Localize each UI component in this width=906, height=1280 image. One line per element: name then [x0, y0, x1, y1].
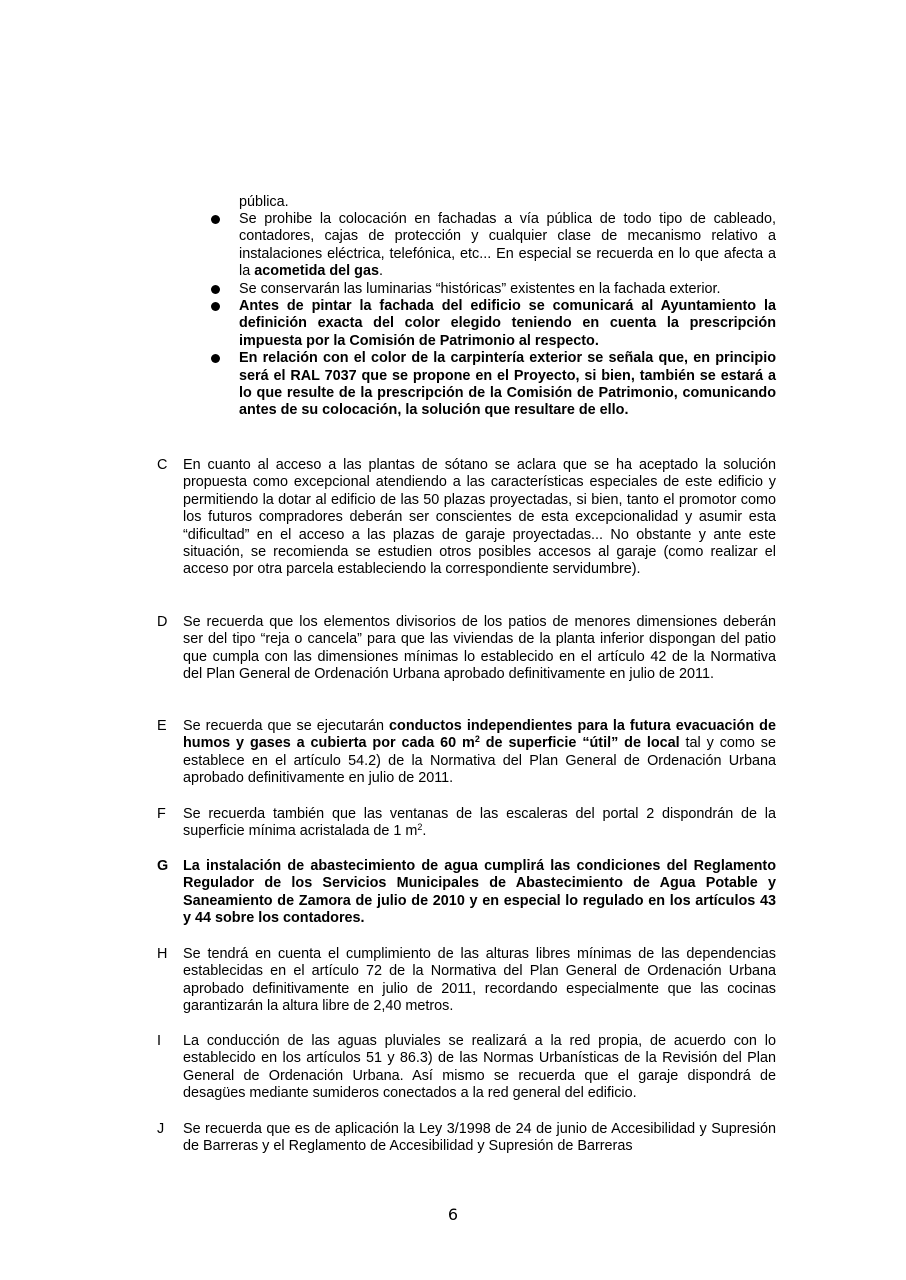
bullet-list: [206, 211, 776, 420]
clause-letter: G: [157, 858, 169, 874]
clause-letter: E: [157, 718, 167, 734]
clause-letter: C: [157, 457, 168, 473]
clause-g: [157, 858, 776, 928]
clause-j: [157, 1121, 776, 1156]
page-number: 6: [447, 1205, 459, 1224]
clause-d: [157, 614, 776, 684]
clause-text: Se recuerda que se ejecutarán conductos independientes para la futura evacuación de humos y gases a cubierta por cada 60 $m^2$ de superficie “útil” de local tal y como se establece en el artículo 54.2) de la Normativa del Plan General de Ordenación Urbana aprobado definitivamente en julio de 2011.: [183, 718, 776, 787]
clause-text: En cuanto al acceso a las plantas de sótano se aclara que se ha aceptado la solución propuesta como excepcional atendiendo a las características especiales de este edificio y permitiendo la dotar al edificio de las 50 plazas proyectadas, si bien, tanto el promotor como los futuros compradores deberán ser conscientes de esta excepcionalidad y asumir esta “dificultad” en el acceso a las plazas de garaje proyectadas... No obstante y ante este situación, se recomienda se estudien otros posibles accesos al garaje (como realizar el acceso por otra parcela estableciendo la correspondiente servidumbre).: [183, 457, 776, 578]
clause-letter: F: [157, 806, 166, 822]
clause-text: Se tendrá en cuenta el cumplimiento de las alturas libres mínimas de las dependencias establecidas en el artículo 72 de la Normativa del Plan General de Ordenación Urbana aprobado definitivamente en julio de 2011, recordando especialmente que las cocinas garantizarán la altura libre de 2,40 metros.: [183, 946, 776, 1015]
clause-text: La instalación de abastecimiento de agua cumplirá las condiciones del Reglamento Regulador de los Servicios Municipales de Abastecimiento de Agua Potable y Saneamiento de Zamora de julio de 2010 y en especial lo regulado en los artículos 43 y 44 sobre los contadores.: [183, 858, 776, 927]
clause-text: Se recuerda que es de aplicación la Ley 3/1998 de 24 de junio de Accesibilidad y Supresión de Barreras y el Reglamento de Accesibilidad y Supresión de Barreras: [183, 1121, 776, 1155]
clause-letter: H: [157, 946, 168, 962]
clause-e: [157, 718, 776, 788]
clause-h: [157, 946, 776, 1016]
bullet-icon: [211, 285, 220, 294]
list-item: Se prohibe la colocación en fachadas a vía pública de todo tipo de cableado, contadores, cajas de protección y cualquier clase de mecanismo relativo a instalaciones eléctrica, telefónica, etc... En especial se recuerda en lo que afecta a la acometida del gas.: [206, 211, 776, 281]
bullet-icon: [211, 354, 220, 363]
continuation-text: pública.: [239, 194, 289, 210]
clause-letter: I: [157, 1033, 161, 1049]
clause-f: [157, 806, 776, 841]
clause-letter: J: [157, 1121, 165, 1137]
bullet-icon: [211, 302, 220, 311]
clause-text: La conducción de las aguas pluviales se realizará a la red propia, de acuerdo con lo establecido en los artículos 51 y 86.3) de las Normas Urbanísticas de la Revisión del Plan General de Ordenación Urbana. Así mismo se recuerda que el garaje dispondrá de desagües mediante sumideros conectados a la red general del edificio.: [183, 1033, 776, 1102]
clause-letter: D: [157, 614, 168, 630]
clause-i: [157, 1033, 776, 1103]
list-item: En relación con el color de la carpintería exterior se señala que, en principio será el RAL 7037 que se propone en el Proyecto, si bien, también se estará a lo que resulte de la prescripción de la Comisión de Patrimonio, comunicando antes de su colocación, la solución que resultare de ello.: [206, 350, 776, 420]
clause-text: Se recuerda también que las ventanas de las escaleras del portal 2 dispondrán de la superficie mínima acristalada de 1 $m^2$.: [183, 806, 776, 840]
list-item: Se conservarán las luminarias “históricas” existentes en la fachada exterior.: [206, 281, 776, 298]
list-item: Antes de pintar la fachada del edificio se comunicará al Ayuntamiento la definición exacta del color elegido teniendo en cuenta la prescripción impuesta por la Comisión de Patrimonio al respecto.: [206, 298, 776, 350]
clause-text: Se recuerda que los elementos divisorios de los patios de menores dimensiones deberán ser del tipo “reja o cancela” para que las viviendas de la planta inferior dispongan del patio que cumpla con las dimensiones mínimas lo establecido en el artículo 42 de la Normativa del Plan General de Ordenación Urbana aprobado definitivamente en julio de 2011.: [183, 614, 776, 683]
bullet-icon: [211, 215, 220, 224]
clause-c: [157, 457, 776, 579]
